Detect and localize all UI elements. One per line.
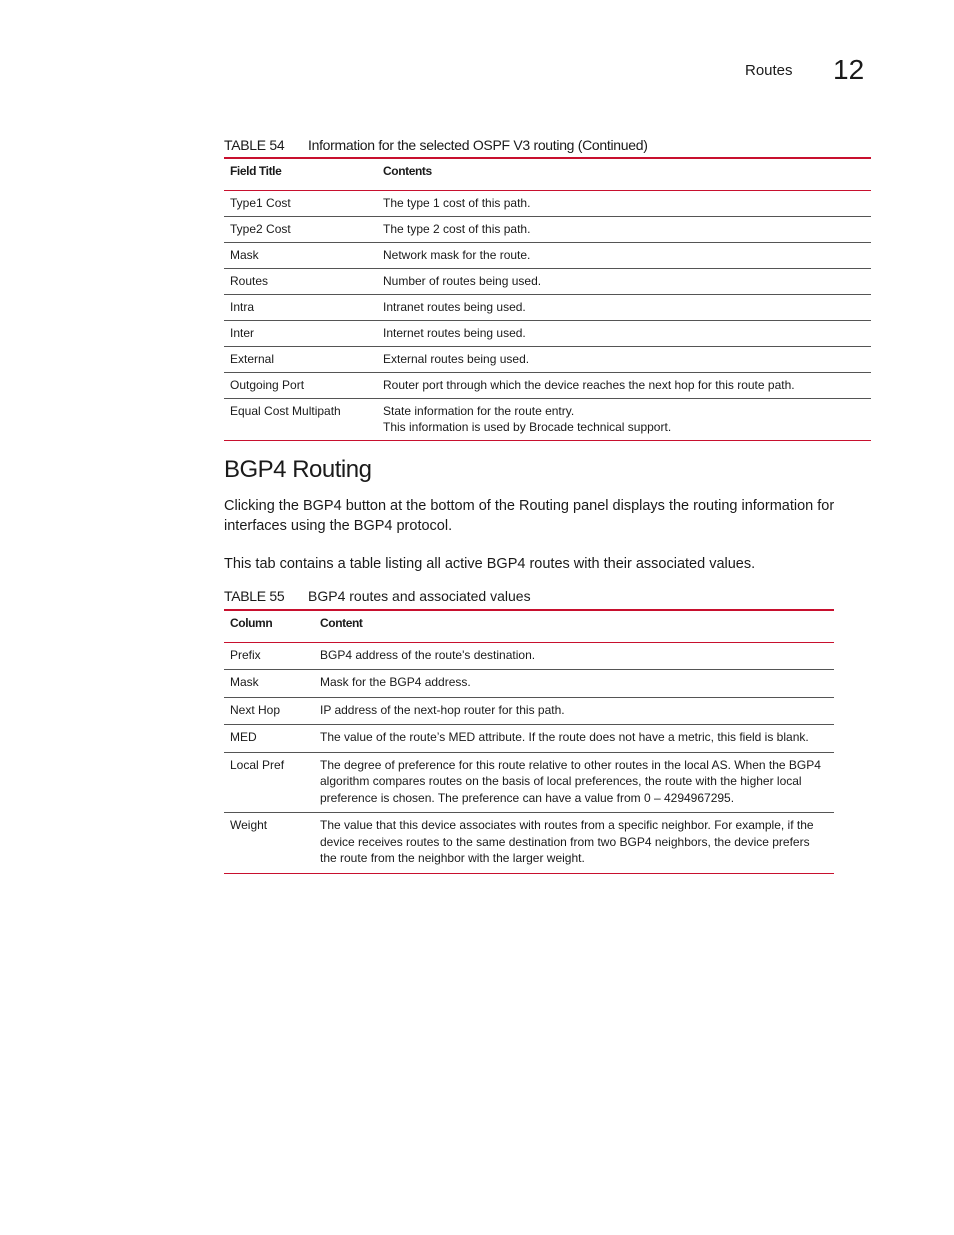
content-cell: Network mask for the route. — [377, 242, 871, 268]
table-row — [224, 346, 871, 372]
field-cell: Intra — [224, 294, 377, 320]
field-cell: MED — [224, 725, 314, 753]
content-cell: IP address of the next-hop router for this path. — [314, 697, 834, 725]
field-cell: Weight — [224, 813, 314, 874]
table-title: Information for the selected OSPF V3 routing (Continued) — [308, 137, 648, 153]
field-cell: Routes — [224, 268, 377, 294]
table-row — [224, 725, 834, 753]
content-line: State information for the route entry. — [383, 403, 575, 418]
ui-term-bgp4: BGP4 — [302, 498, 342, 514]
table-row — [224, 216, 871, 242]
table-54 — [224, 157, 871, 441]
content-cell: Mask for the BGP4 address. — [314, 670, 834, 698]
field-cell: Equal Cost Multipath — [224, 398, 377, 440]
table-row — [224, 697, 834, 725]
section-name: Routes — [745, 62, 793, 79]
table-title: BGP4 routes and associated values — [308, 588, 531, 604]
section-heading: BGP4 Routing — [224, 456, 372, 483]
column-header: Contents — [377, 158, 871, 190]
field-cell: Local Pref — [224, 752, 314, 813]
content-cell: BGP4 address of the route's destination. — [314, 642, 834, 670]
field-cell: Inter — [224, 320, 377, 346]
paragraph-text: button at the bottom of the Routing panel displays the routing information for interfaces using the BGP4 protocol. — [224, 498, 835, 534]
table-label: TABLE 55 — [224, 588, 285, 604]
field-cell: Prefix — [224, 642, 314, 670]
field-cell: Next Hop — [224, 697, 314, 725]
field-cell: Outgoing Port — [224, 372, 377, 398]
content-cell: The degree of preference for this route relative to other routes in the local AS. When the BGP4 algorithm compares routes on the basis of local preferences, the route with the higher local preference is chosen. The preference can have a value from 0 – 4294967295. — [314, 752, 834, 813]
table-row — [224, 294, 871, 320]
table-row — [224, 642, 834, 670]
field-cell: Mask — [224, 242, 377, 268]
content-cell: The type 2 cost of this path. — [377, 216, 871, 242]
table-row — [224, 190, 871, 216]
table-row — [224, 398, 871, 440]
table-row — [224, 320, 871, 346]
table-55 — [224, 609, 834, 874]
table-row — [224, 372, 871, 398]
content-cell: The value of the route’s MED attribute. If the route does not have a metric, this field is blank. — [314, 725, 834, 753]
column-header: Column — [224, 610, 314, 642]
column-header: Field Title — [224, 158, 377, 190]
table-row — [224, 670, 834, 698]
column-header: Content — [314, 610, 834, 642]
content-cell: The value that this device associates with routes from a specific neighbor. For example, if the device receives routes to the same destination from two BGP4 neighbors, the device prefers the route from the neighbor with the larger weight. — [314, 813, 834, 874]
content-cell: Intranet routes being used. — [377, 294, 871, 320]
table-54-caption — [224, 137, 648, 153]
paragraph-text: Clicking the — [224, 498, 303, 514]
content-cell: The type 1 cost of this path. — [377, 190, 871, 216]
content-cell: External routes being used. — [377, 346, 871, 372]
field-cell: Type1 Cost — [224, 190, 377, 216]
field-cell: Type2 Cost — [224, 216, 377, 242]
table-55-caption — [224, 588, 531, 604]
content-cell: Internet routes being used. — [377, 320, 871, 346]
table-row — [224, 242, 871, 268]
table-header-row — [224, 158, 871, 190]
chapter-number: 12 — [833, 54, 865, 85]
content-cell: Router port through which the device reaches the next hop for this route path. — [377, 372, 871, 398]
table-label: TABLE 54 — [224, 137, 285, 153]
table-header-row — [224, 610, 834, 642]
content-cell: Number of routes being used. — [377, 268, 871, 294]
description-paragraph: This tab contains a table listing all active BGP4 routes with their associated values. — [224, 556, 756, 572]
content-line: This information is used by Brocade technical support. — [383, 420, 672, 434]
table-row — [224, 268, 871, 294]
table-row — [224, 813, 834, 874]
field-cell: Mask — [224, 670, 314, 698]
field-cell: External — [224, 346, 377, 372]
content-cell — [377, 398, 871, 440]
intro-paragraph — [224, 497, 864, 536]
table-row — [224, 752, 834, 813]
